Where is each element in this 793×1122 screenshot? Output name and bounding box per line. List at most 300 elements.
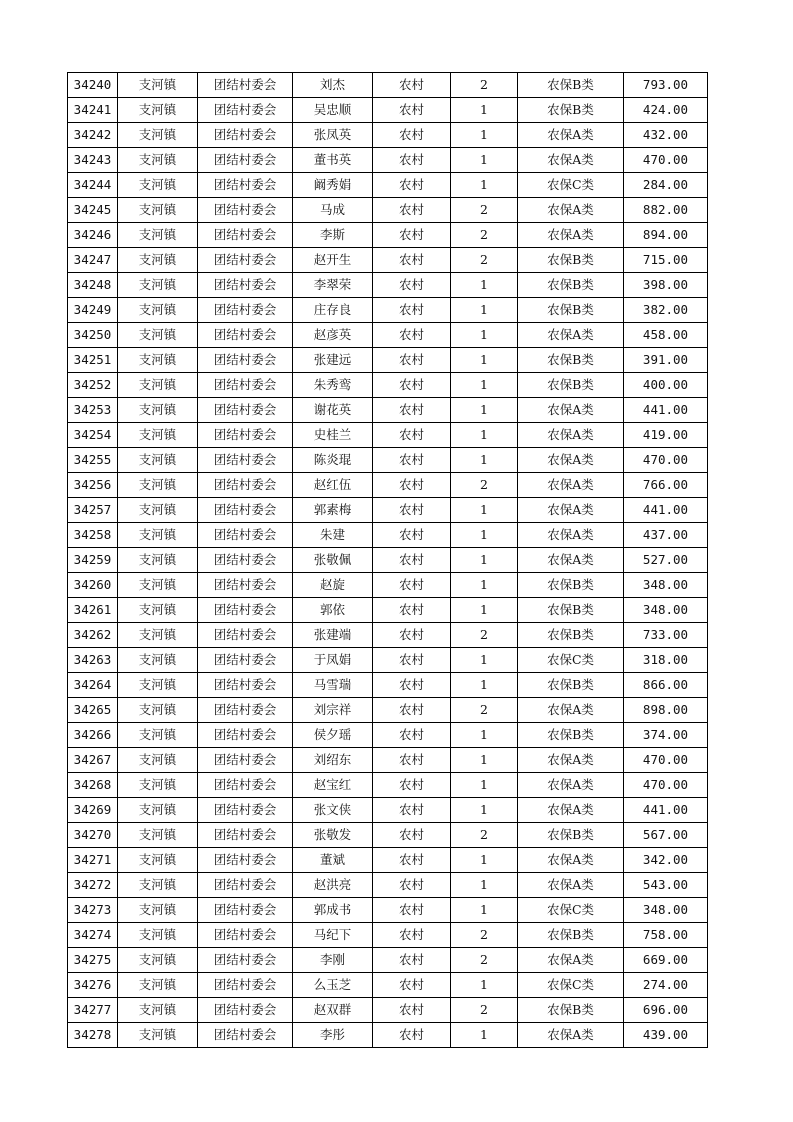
village-committee-cell: 团结村委会 — [198, 523, 293, 548]
village-committee-cell: 团结村委会 — [198, 173, 293, 198]
insurance-category-cell: 农保B类 — [518, 73, 624, 98]
town-cell: 支河镇 — [118, 273, 198, 298]
amount-cell: 470.00 — [624, 448, 708, 473]
amount-cell: 419.00 — [624, 423, 708, 448]
village-committee-cell: 团结村委会 — [198, 923, 293, 948]
area-type-cell: 农村 — [373, 873, 451, 898]
household-count-cell: 1 — [451, 373, 518, 398]
area-type-cell: 农村 — [373, 548, 451, 573]
table-row — [68, 648, 708, 673]
village-committee-cell: 团结村委会 — [198, 898, 293, 923]
household-count-cell: 1 — [451, 548, 518, 573]
record-id-cell: 34268 — [68, 773, 118, 798]
insurance-category-cell: 农保B类 — [518, 923, 624, 948]
household-count-cell: 1 — [451, 598, 518, 623]
table-row — [68, 473, 708, 498]
amount-cell: 669.00 — [624, 948, 708, 973]
table-row — [68, 698, 708, 723]
household-count-cell: 2 — [451, 698, 518, 723]
table-row — [68, 673, 708, 698]
table-row — [68, 423, 708, 448]
record-id-cell: 34243 — [68, 148, 118, 173]
amount-cell: 348.00 — [624, 573, 708, 598]
village-committee-cell: 团结村委会 — [198, 873, 293, 898]
household-count-cell: 1 — [451, 648, 518, 673]
insurance-category-cell: 农保A类 — [518, 798, 624, 823]
insurance-category-cell: 农保C类 — [518, 898, 624, 923]
village-committee-cell: 团结村委会 — [198, 423, 293, 448]
record-id-cell: 34270 — [68, 823, 118, 848]
town-cell: 支河镇 — [118, 123, 198, 148]
village-committee-cell: 团结村委会 — [198, 223, 293, 248]
amount-cell: 766.00 — [624, 473, 708, 498]
area-type-cell: 农村 — [373, 323, 451, 348]
person-name-cell: 董斌 — [293, 848, 373, 873]
record-id-cell: 34272 — [68, 873, 118, 898]
insurance-category-cell: 农保A类 — [518, 498, 624, 523]
insurance-category-cell: 农保A类 — [518, 223, 624, 248]
town-cell: 支河镇 — [118, 698, 198, 723]
area-type-cell: 农村 — [373, 1023, 451, 1048]
table-row — [68, 523, 708, 548]
area-type-cell: 农村 — [373, 898, 451, 923]
village-committee-cell: 团结村委会 — [198, 373, 293, 398]
insurance-category-cell: 农保B类 — [518, 598, 624, 623]
town-cell: 支河镇 — [118, 773, 198, 798]
area-type-cell: 农村 — [373, 773, 451, 798]
area-type-cell: 农村 — [373, 698, 451, 723]
person-name-cell: 赵红伍 — [293, 473, 373, 498]
amount-cell: 793.00 — [624, 73, 708, 98]
town-cell: 支河镇 — [118, 323, 198, 348]
amount-cell: 424.00 — [624, 98, 708, 123]
record-id-cell: 34252 — [68, 373, 118, 398]
household-count-cell: 1 — [451, 573, 518, 598]
record-id-cell: 34253 — [68, 398, 118, 423]
person-name-cell: 赵双群 — [293, 998, 373, 1023]
household-count-cell: 1 — [451, 98, 518, 123]
town-cell: 支河镇 — [118, 473, 198, 498]
person-name-cell: 李刚 — [293, 948, 373, 973]
person-name-cell: 庄存良 — [293, 298, 373, 323]
town-cell: 支河镇 — [118, 748, 198, 773]
town-cell: 支河镇 — [118, 648, 198, 673]
table-row — [68, 898, 708, 923]
record-id-cell: 34240 — [68, 73, 118, 98]
table-row — [68, 873, 708, 898]
insurance-category-cell: 农保B类 — [518, 673, 624, 698]
village-committee-cell: 团结村委会 — [198, 548, 293, 573]
table-row — [68, 398, 708, 423]
insurance-category-cell: 农保B类 — [518, 573, 624, 598]
town-cell: 支河镇 — [118, 898, 198, 923]
amount-cell: 567.00 — [624, 823, 708, 848]
town-cell: 支河镇 — [118, 973, 198, 998]
household-count-cell: 1 — [451, 273, 518, 298]
village-committee-cell: 团结村委会 — [198, 698, 293, 723]
insurance-category-cell: 农保B类 — [518, 248, 624, 273]
area-type-cell: 农村 — [373, 248, 451, 273]
amount-cell: 342.00 — [624, 848, 708, 873]
town-cell: 支河镇 — [118, 298, 198, 323]
table-row — [68, 173, 708, 198]
insurance-category-cell: 农保A类 — [518, 398, 624, 423]
area-type-cell: 农村 — [373, 673, 451, 698]
village-committee-cell: 团结村委会 — [198, 498, 293, 523]
record-id-cell: 34267 — [68, 748, 118, 773]
record-id-cell: 34262 — [68, 623, 118, 648]
household-count-cell: 1 — [451, 848, 518, 873]
person-name-cell: 马雪瑞 — [293, 673, 373, 698]
household-count-cell: 1 — [451, 173, 518, 198]
village-committee-cell: 团结村委会 — [198, 448, 293, 473]
amount-cell: 391.00 — [624, 348, 708, 373]
record-id-cell: 34265 — [68, 698, 118, 723]
person-name-cell: 马纪下 — [293, 923, 373, 948]
record-id-cell: 34255 — [68, 448, 118, 473]
area-type-cell: 农村 — [373, 198, 451, 223]
town-cell: 支河镇 — [118, 223, 198, 248]
person-name-cell: 刘宗祥 — [293, 698, 373, 723]
town-cell: 支河镇 — [118, 198, 198, 223]
table-row — [68, 298, 708, 323]
town-cell: 支河镇 — [118, 573, 198, 598]
household-count-cell: 2 — [451, 248, 518, 273]
area-type-cell: 农村 — [373, 173, 451, 198]
area-type-cell: 农村 — [373, 398, 451, 423]
area-type-cell: 农村 — [373, 473, 451, 498]
household-count-cell: 2 — [451, 923, 518, 948]
village-committee-cell: 团结村委会 — [198, 823, 293, 848]
insurance-category-cell: 农保B类 — [518, 723, 624, 748]
record-id-cell: 34269 — [68, 798, 118, 823]
village-committee-cell: 团结村委会 — [198, 598, 293, 623]
insurance-category-cell: 农保B类 — [518, 348, 624, 373]
person-name-cell: 董书英 — [293, 148, 373, 173]
household-count-cell: 2 — [451, 198, 518, 223]
insurance-category-cell: 农保A类 — [518, 148, 624, 173]
town-cell: 支河镇 — [118, 1023, 198, 1048]
table-row — [68, 123, 708, 148]
household-count-cell: 1 — [451, 423, 518, 448]
household-count-cell: 2 — [451, 948, 518, 973]
record-id-cell: 34242 — [68, 123, 118, 148]
town-cell: 支河镇 — [118, 498, 198, 523]
household-count-cell: 1 — [451, 898, 518, 923]
table-row — [68, 848, 708, 873]
person-name-cell: 赵洪亮 — [293, 873, 373, 898]
amount-cell: 527.00 — [624, 548, 708, 573]
village-committee-cell: 团结村委会 — [198, 798, 293, 823]
insurance-category-cell: 农保A类 — [518, 848, 624, 873]
household-count-cell: 1 — [451, 748, 518, 773]
insurance-category-cell: 农保B类 — [518, 298, 624, 323]
person-name-cell: 陈炎琨 — [293, 448, 373, 473]
amount-cell: 348.00 — [624, 898, 708, 923]
record-id-cell: 34275 — [68, 948, 118, 973]
town-cell: 支河镇 — [118, 248, 198, 273]
area-type-cell: 农村 — [373, 573, 451, 598]
area-type-cell: 农村 — [373, 723, 451, 748]
record-id-cell: 34248 — [68, 273, 118, 298]
person-name-cell: 谢花英 — [293, 398, 373, 423]
area-type-cell: 农村 — [373, 98, 451, 123]
person-name-cell: 阚秀娟 — [293, 173, 373, 198]
table-row — [68, 748, 708, 773]
area-type-cell: 农村 — [373, 73, 451, 98]
amount-cell: 437.00 — [624, 523, 708, 548]
village-committee-cell: 团结村委会 — [198, 648, 293, 673]
insurance-category-cell: 农保B类 — [518, 273, 624, 298]
town-cell: 支河镇 — [118, 423, 198, 448]
insurance-category-cell: 农保A类 — [518, 873, 624, 898]
area-type-cell: 农村 — [373, 623, 451, 648]
table-row — [68, 923, 708, 948]
record-id-cell: 34271 — [68, 848, 118, 873]
amount-cell: 866.00 — [624, 673, 708, 698]
insurance-category-cell: 农保A类 — [518, 948, 624, 973]
table-row — [68, 448, 708, 473]
village-committee-cell: 团结村委会 — [198, 348, 293, 373]
record-id-cell: 34259 — [68, 548, 118, 573]
area-type-cell: 农村 — [373, 373, 451, 398]
area-type-cell: 农村 — [373, 598, 451, 623]
amount-cell: 696.00 — [624, 998, 708, 1023]
area-type-cell: 农村 — [373, 298, 451, 323]
insurance-category-cell: 农保A类 — [518, 123, 624, 148]
town-cell: 支河镇 — [118, 148, 198, 173]
person-name-cell: 马成 — [293, 198, 373, 223]
insurance-category-cell: 农保A类 — [518, 323, 624, 348]
household-count-cell: 1 — [451, 448, 518, 473]
village-committee-cell: 团结村委会 — [198, 673, 293, 698]
area-type-cell: 农村 — [373, 423, 451, 448]
town-cell: 支河镇 — [118, 523, 198, 548]
record-id-cell: 34251 — [68, 348, 118, 373]
amount-cell: 470.00 — [624, 748, 708, 773]
village-committee-cell: 团结村委会 — [198, 948, 293, 973]
insurance-category-cell: 农保A类 — [518, 1023, 624, 1048]
amount-cell: 882.00 — [624, 198, 708, 223]
person-name-cell: 李斯 — [293, 223, 373, 248]
household-count-cell: 1 — [451, 723, 518, 748]
village-committee-cell: 团结村委会 — [198, 198, 293, 223]
household-count-cell: 1 — [451, 1023, 518, 1048]
town-cell: 支河镇 — [118, 723, 198, 748]
household-count-cell: 1 — [451, 798, 518, 823]
amount-cell: 733.00 — [624, 623, 708, 648]
record-id-cell: 34273 — [68, 898, 118, 923]
person-name-cell: 侯夕瑶 — [293, 723, 373, 748]
town-cell: 支河镇 — [118, 398, 198, 423]
household-count-cell: 2 — [451, 473, 518, 498]
record-id-cell: 34256 — [68, 473, 118, 498]
table-row — [68, 723, 708, 748]
person-name-cell: 吴忠顺 — [293, 98, 373, 123]
person-name-cell: 于凤娟 — [293, 648, 373, 673]
person-name-cell: 刘绍东 — [293, 748, 373, 773]
table-row — [68, 773, 708, 798]
area-type-cell: 农村 — [373, 523, 451, 548]
person-name-cell: 郭素梅 — [293, 498, 373, 523]
town-cell: 支河镇 — [118, 998, 198, 1023]
table-row — [68, 198, 708, 223]
area-type-cell: 农村 — [373, 148, 451, 173]
person-name-cell: 么玉芝 — [293, 973, 373, 998]
household-count-cell: 1 — [451, 398, 518, 423]
person-name-cell: 刘杰 — [293, 73, 373, 98]
area-type-cell: 农村 — [373, 123, 451, 148]
amount-cell: 715.00 — [624, 248, 708, 273]
amount-cell: 374.00 — [624, 723, 708, 748]
amount-cell: 543.00 — [624, 873, 708, 898]
person-name-cell: 赵彦英 — [293, 323, 373, 348]
insurance-category-cell: 农保A类 — [518, 548, 624, 573]
town-cell: 支河镇 — [118, 548, 198, 573]
record-id-cell: 34247 — [68, 248, 118, 273]
person-name-cell: 张文侠 — [293, 798, 373, 823]
table-row — [68, 148, 708, 173]
person-name-cell: 朱秀鸾 — [293, 373, 373, 398]
table-row — [68, 623, 708, 648]
table-row — [68, 573, 708, 598]
person-name-cell: 郭成书 — [293, 898, 373, 923]
person-name-cell: 李翠荣 — [293, 273, 373, 298]
town-cell: 支河镇 — [118, 98, 198, 123]
insurance-category-cell: 农保B类 — [518, 98, 624, 123]
table-row — [68, 348, 708, 373]
record-id-cell: 34254 — [68, 423, 118, 448]
insurance-category-cell: 农保C类 — [518, 648, 624, 673]
household-count-cell: 2 — [451, 73, 518, 98]
village-committee-cell: 团结村委会 — [198, 273, 293, 298]
household-count-cell: 1 — [451, 673, 518, 698]
amount-cell: 758.00 — [624, 923, 708, 948]
amount-cell: 898.00 — [624, 698, 708, 723]
table-row — [68, 273, 708, 298]
household-count-cell: 1 — [451, 298, 518, 323]
village-committee-cell: 团结村委会 — [198, 998, 293, 1023]
amount-cell: 441.00 — [624, 798, 708, 823]
insurance-category-cell: 农保B类 — [518, 823, 624, 848]
town-cell: 支河镇 — [118, 348, 198, 373]
person-name-cell: 张凤英 — [293, 123, 373, 148]
amount-cell: 458.00 — [624, 323, 708, 348]
insurance-category-cell: 农保A类 — [518, 698, 624, 723]
table-row — [68, 798, 708, 823]
household-count-cell: 1 — [451, 498, 518, 523]
record-id-cell: 34245 — [68, 198, 118, 223]
area-type-cell: 农村 — [373, 948, 451, 973]
table-row — [68, 248, 708, 273]
record-id-cell: 34246 — [68, 223, 118, 248]
record-id-cell: 34264 — [68, 673, 118, 698]
person-name-cell: 张建端 — [293, 623, 373, 648]
amount-cell: 441.00 — [624, 498, 708, 523]
record-id-cell: 34249 — [68, 298, 118, 323]
amount-cell: 348.00 — [624, 598, 708, 623]
table-row — [68, 98, 708, 123]
amount-cell: 441.00 — [624, 398, 708, 423]
person-name-cell: 张建远 — [293, 348, 373, 373]
area-type-cell: 农村 — [373, 748, 451, 773]
table-row — [68, 823, 708, 848]
amount-cell: 439.00 — [624, 1023, 708, 1048]
area-type-cell: 农村 — [373, 273, 451, 298]
town-cell: 支河镇 — [118, 448, 198, 473]
amount-cell: 382.00 — [624, 298, 708, 323]
table-row — [68, 323, 708, 348]
area-type-cell: 农村 — [373, 348, 451, 373]
village-committee-cell: 团结村委会 — [198, 473, 293, 498]
area-type-cell: 农村 — [373, 848, 451, 873]
village-committee-cell: 团结村委会 — [198, 623, 293, 648]
record-id-cell: 34277 — [68, 998, 118, 1023]
record-id-cell: 34250 — [68, 323, 118, 348]
town-cell: 支河镇 — [118, 373, 198, 398]
person-name-cell: 张敬发 — [293, 823, 373, 848]
village-committee-cell: 团结村委会 — [198, 98, 293, 123]
table-row — [68, 548, 708, 573]
area-type-cell: 农村 — [373, 448, 451, 473]
village-committee-cell: 团结村委会 — [198, 248, 293, 273]
table-row — [68, 948, 708, 973]
record-id-cell: 34266 — [68, 723, 118, 748]
record-id-cell: 34241 — [68, 98, 118, 123]
town-cell: 支河镇 — [118, 848, 198, 873]
household-count-cell: 1 — [451, 773, 518, 798]
amount-cell: 398.00 — [624, 273, 708, 298]
insurance-category-cell: 农保A类 — [518, 523, 624, 548]
household-count-cell: 1 — [451, 123, 518, 148]
insurance-category-cell: 农保A类 — [518, 748, 624, 773]
record-id-cell: 34261 — [68, 598, 118, 623]
person-name-cell: 李彤 — [293, 1023, 373, 1048]
amount-cell: 470.00 — [624, 773, 708, 798]
town-cell: 支河镇 — [118, 798, 198, 823]
insurance-category-cell: 农保B类 — [518, 373, 624, 398]
area-type-cell: 农村 — [373, 998, 451, 1023]
table-row — [68, 1023, 708, 1048]
amount-cell: 432.00 — [624, 123, 708, 148]
record-id-cell: 34274 — [68, 923, 118, 948]
insurance-category-cell: 农保A类 — [518, 448, 624, 473]
record-id-cell: 34258 — [68, 523, 118, 548]
village-committee-cell: 团结村委会 — [198, 848, 293, 873]
table-row — [68, 998, 708, 1023]
household-count-cell: 1 — [451, 148, 518, 173]
insurance-category-cell: 农保C类 — [518, 973, 624, 998]
household-count-cell: 2 — [451, 223, 518, 248]
town-cell: 支河镇 — [118, 623, 198, 648]
village-committee-cell: 团结村委会 — [198, 773, 293, 798]
village-committee-cell: 团结村委会 — [198, 723, 293, 748]
area-type-cell: 农村 — [373, 823, 451, 848]
area-type-cell: 农村 — [373, 798, 451, 823]
town-cell: 支河镇 — [118, 673, 198, 698]
insurance-category-cell: 农保B类 — [518, 998, 624, 1023]
town-cell: 支河镇 — [118, 173, 198, 198]
village-committee-cell: 团结村委会 — [198, 123, 293, 148]
village-committee-cell: 团结村委会 — [198, 1023, 293, 1048]
person-name-cell: 赵宝红 — [293, 773, 373, 798]
person-name-cell: 赵开生 — [293, 248, 373, 273]
village-committee-cell: 团结村委会 — [198, 973, 293, 998]
village-committee-cell: 团结村委会 — [198, 398, 293, 423]
household-count-cell: 1 — [451, 348, 518, 373]
household-count-cell: 2 — [451, 998, 518, 1023]
amount-cell: 470.00 — [624, 148, 708, 173]
